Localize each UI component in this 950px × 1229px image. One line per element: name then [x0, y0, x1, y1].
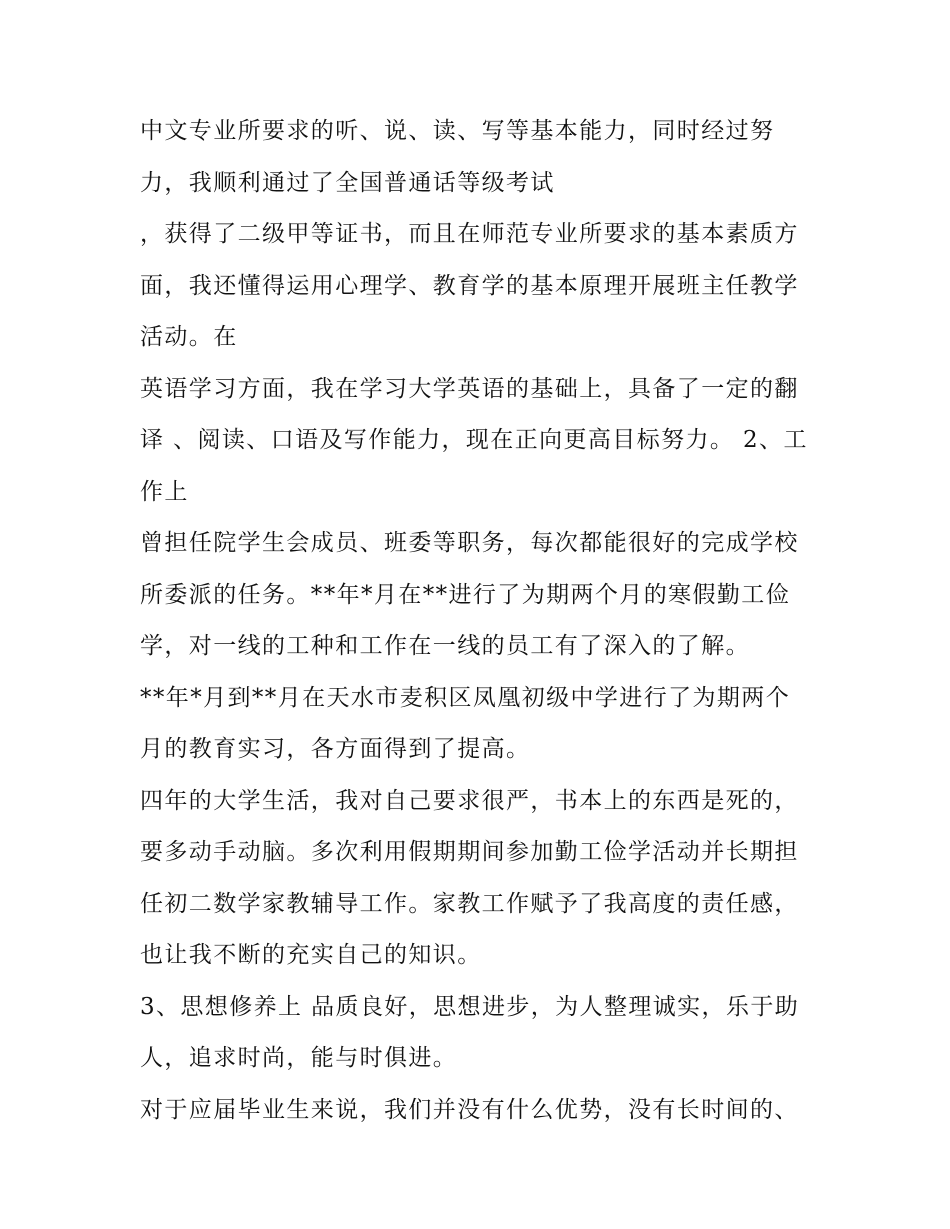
text-line: 活动。在 [140, 324, 238, 350]
text-line: 3、思想修养上 品质良好，思想进步，为人整理诚实，乐于助 [140, 993, 800, 1020]
text-line: 任初二数学家教辅导工作。家教工作赋予了我高度的责任感， [140, 890, 799, 917]
text-line: 面，我还懂得运用心理学、教育学的基本原理开展班主任教学 [140, 272, 799, 299]
text-line: 学，对一线的工种和工作在一线的员工有了深入的了解。 [140, 633, 750, 659]
text-line: 英语学习方面，我在学习大学英语的基础上，具备了一定的翻 [140, 375, 799, 402]
text-line: 月的教育实习，各方面得到了提高。 [140, 736, 531, 762]
text-line: 四年的大学生活，我对自己要求很严，书本上的东西是死的， [140, 787, 799, 814]
text-line: 译 、阅读、口语及写作能力，现在正向更高目标努力。 2、工 [140, 427, 808, 453]
text-line: 曾担任院学生会成员、班委等职务，每次都能很好的完成学校 [140, 530, 799, 556]
document-body [140, 106, 820, 1136]
text-line: 对于应届毕业生来说，我们并没有什么优势，没有长时间的、 [140, 1096, 799, 1123]
text-line: 力，我顺利通过了全国普通话等级考试 [140, 169, 555, 196]
text-line: 人，追求时尚，能与时俱进。 [140, 1045, 458, 1071]
text-line: 所委派的任务。**年*月在**进行了为期两个月的寒假勤工俭 [140, 581, 791, 608]
text-line: 中文专业所要求的听、说、读、写等基本能力，同时经过努 [140, 118, 775, 144]
text-line: ，获得了二级甲等证书，而且在师范专业所要求的基本素质方 [140, 221, 799, 247]
text-line: **年*月到**月在天水市麦积区凤凰初级中学进行了为期两个 [140, 684, 791, 711]
text-line: 作上 [140, 478, 189, 505]
text-line: 要多动手动脑。多次利用假期期间参加勤工俭学活动并长期担 [140, 839, 799, 865]
text-line: 也让我不断的充实自己的知识。 [140, 942, 482, 968]
